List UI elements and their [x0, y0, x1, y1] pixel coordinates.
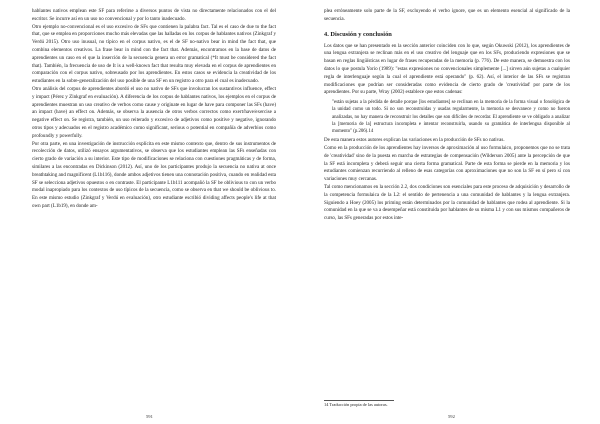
- body-paragraph: De esta manera estos autores explican las variaciones en la producción de SFs no nativas.: [324, 137, 505, 144]
- footnote: 14 Traducción propia de las autoras.: [324, 402, 388, 407]
- body-paragraph: plea erróneamente solo parte de la SF, excluyendo el verbo ignore, que es un elemento esencial al significado de la secuencia.: [324, 8, 570, 22]
- body-paragraph: Otro ejemplo no-convencional es el uso excesivo de SFs que contienen la palabra fact. Tal es el caso de due to the fact that, que se emplea en proporciones mucho más elevadas que las halladas en los corpus de hablantes nativos (Zinkgraf y Verdú 2015). Otro uso inusual, no típico en el corpus nativo, es el de SF no-nativo bear in mind the fact that, que combina elementos creativos. La frase bear in mind con the fact that. Además, encontramos en la base de datos de aprendientes un caso en el que la inserción de la secuencia genera un error gramatical (*It must be considered the fact that). También, la frecuencia de uso de It is a well-known fact that resulta muy elevada en el corpus de aprendientes en comparación con el corpus nativo, sobreusado por los aprendientes. En estos casos se evidencia la creatividad de los estudiantes en la sobre-generalización del uso posible de una SF en un registro a otro para el cual es inadecuado.: [32, 23, 276, 85]
- body-paragraph: Los datos que se han presentado en la sección anterior coinciden con lo que, según Okuwski (2012), los aprendientes de una lengua extranjera se reclinan más en el uso creativo del lenguaje que en los SFs, produciendo expresiones que se basan en reglas lingüísticas en lugar de frases recuperadas de la memoria (p. 776). De este manera, se demuestra con los datos lo que postula Yorio (1989): "estas expresiones no convencionales simplemente [...] sirven aún sujetas a cualquier regla de interlenguaje según la cual el aprendiente está operando" (p. 62). Así, el interior de las SFs se registran modificaciones que podrían ser consideradas como evidencia de cierto grado de 'creatividad' por parte de los aprendientes. Por su parte, Wray (2002) establece que estos cadenas:: [324, 42, 570, 96]
- page-number: 591: [146, 414, 153, 419]
- footnote-divider: [324, 400, 394, 401]
- body-paragraph: hablantes nativos emplean este SF para referirse a diversos puntos de vista no directamente relacionados con el del escritor. Se incurre así en un uso no convencional y por lo tanto inadecuado.: [32, 8, 276, 22]
- section-heading: 4. Discusión y conclusión: [324, 30, 392, 38]
- block-quote: "están sujetas a la pérdida de detalle porque [los estudiantes] se reclinan en la memoria de la forma visual o fonológica de la unidad como un todo. Si no son reconstruidas y usadas regularmente, la memoria se desvanece y como no fueron analizadas, no hay manera de reconstruir los detalles que son difíciles de recordar. El aprendiente se ve obligado a analizar la [memoria de la] estructura incompleta e intentar reconstruirla, usando su gramática de interlengua disponible al momento" (p.206).14: [332, 100, 570, 134]
- left-text-column: [32, 8, 276, 211]
- body-paragraph: Otro análisis del corpus de aprendientes abordó el uso no nativo de SFs que involucran los sustantivos influence, effect y impact (Pérez y Zinkgraf en evaluación). A diferencia de los corpus de hablantes nativos, los ejemplos en el corpus de aprendientes muestran un uso creativo de verbos como cause y originate en lugar de have para componer las SFs (have) an impact (have) an effect on. Además, se observa la ausencia de otros verbos correctos como exert/have/exercise a negative effect on. Se registra, también, un uso reiterado y excesivo de adjetivos como positive y negative, ignorando otros tipos y adecuados en el registro académico como significant, serious o potential en compañía de adverbios como profoundly y powerfully.: [32, 85, 276, 139]
- body-paragraph: Como en la producción de los aprendientes hay inversos de aproximación al uso formulaico, proponemos que no se trata de 'creatividad' sino de la puesta en marcha de estrategias de compensación (Wilderson 2005) ante la percepción de que la SF está incompleta y deberá seguir una cierta forma gramatical. Parte de esta forma se pierde en la memoria y los estudiantes comienzan recurriendo al relleno de esas categorías con aproximaciones que no son la SF en sí pero sí con variaciones muy cercanas.: [324, 144, 570, 183]
- right-text-column: [324, 8, 570, 223]
- body-paragraph: Tal como mencionamos en la sección 2.2, dos condiciones son esenciales para este proceso de adquisición y desarrollo de la competencia formulaica de la L2: el sentido de pertenencia a una comunidad de hablantes y la lengua extranjera. Siguiendo a Hoey (2005) los priming están determinados por la comunidad de hablantes que rodea al aprendiente. Si la comunidad en la que se va a desempeñar está constituida por hablantes de su misma L1 y con sus mismos compañeros de curso, las SFs generadas por estos inte-: [324, 183, 570, 222]
- body-paragraph: Por otra parte, en una investigación de instrucción explícita en este mismo contexto que, dentro de sus instrumentos de recolección de datos, utilizó ensayos argumentativos, se observa que los estudiantes emplean las SFs enseñadas con cierto grado de variación a su interior. Este tipo de modificaciones se relaciona con cuestiones pragmáticas y de forma, similares a las encontradas en Dickinson (2012). Así, uno de los participantes produjo la secuencia no nativa at once breathtaking and magnificent (L1b116), donde ambos adjetivos tienen una connotación positiva, cuando en realidad esta SF se selecciona adjetivos opuestos o en contraste. El participante L1b111 acompañó la SF be oblivious to con un verbo modal inapropiado para los contextos de uso típicos de la secuencia, como se observa en that we should be oblivious to. En este mismo estudio (Zinkgraf y Verdú en evaluación), otro estudiante escribió dividing affects people's life at that own part (L1b19), en donde am-: [32, 140, 276, 209]
- page-number: 592: [448, 414, 455, 419]
- right-page: [300, 0, 600, 424]
